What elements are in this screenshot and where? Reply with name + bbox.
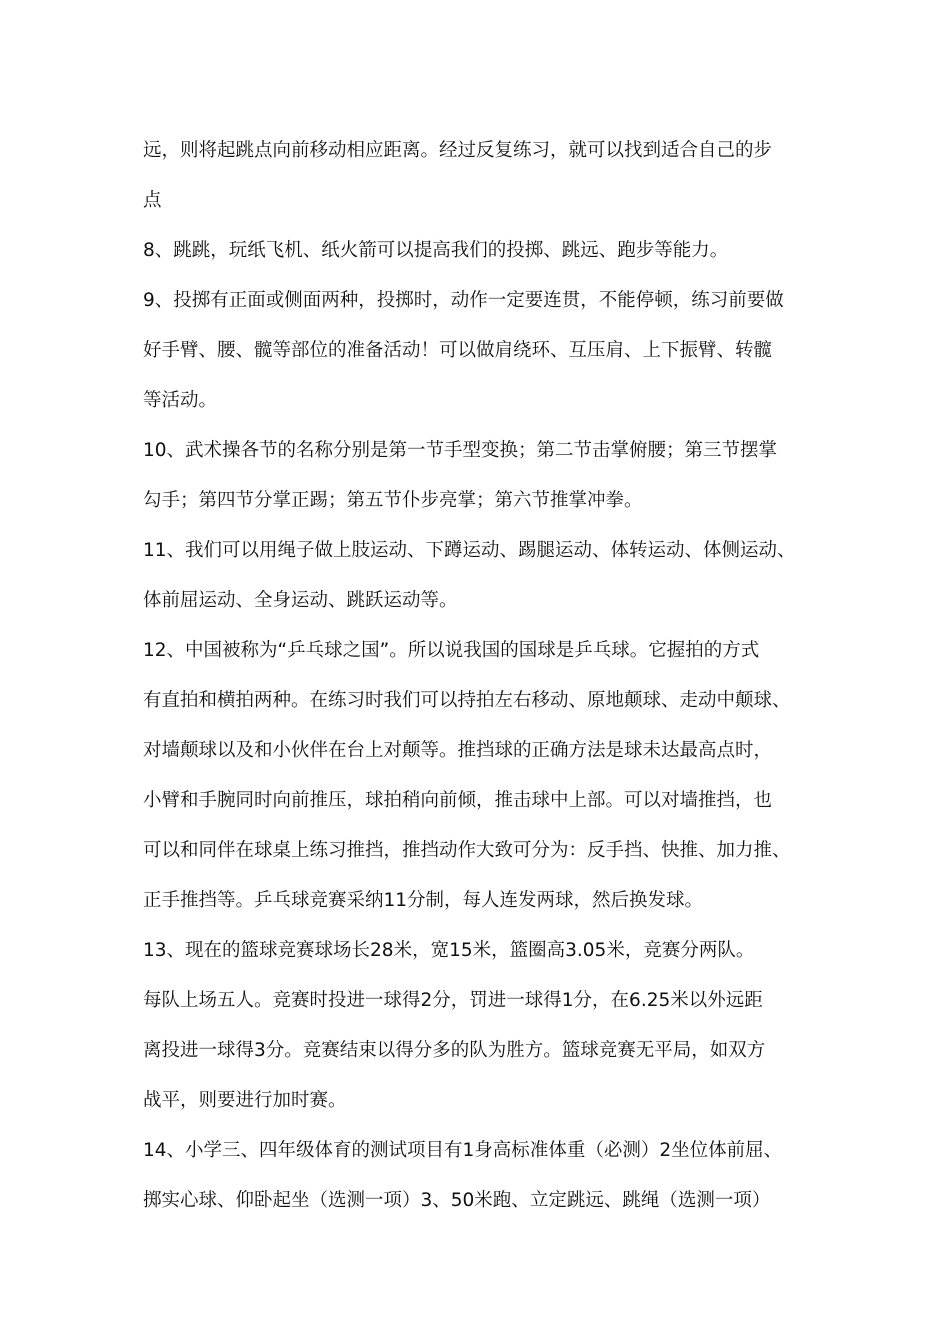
text-line: 远，则将起跳点向前移动相应距离。经过反复练习，就可以找到适合自己的步 [143,140,773,161]
text-line: 战平，则要进行加时赛。 [143,1090,347,1111]
text-line: 勾手；第四节分掌正踢；第五节仆步亮掌；第六节推掌冲拳。 [143,490,643,511]
text-line: 9、投掷有正面或侧面两种，投掷时，动作一定要连贯，不能停顿，练习前要做 [143,290,784,311]
text-line: 10、武术操各节的名称分别是第一节手型变换；第二节击掌俯腰；第三节摆掌 [143,440,778,461]
text-line: 好手臂、腰、髋等部位的准备活动！可以做肩绕环、互压肩、上下振臂、转髋 [143,340,773,361]
text-line: 11、我们可以用绳子做上肢运动、下蹲运动、踢腿运动、体转运动、体侧运动、 [143,540,796,561]
text-line: 掷实心球、仰卧起坐（选测一项）3、50米跑、立定跳远、跳绳（选测一项） [143,1190,771,1211]
text-line: 有直拍和横拍两种。在练习时我们可以持拍左右移动、原地颠球、走动中颠球、 [143,690,791,711]
document-body [143,126,815,1226]
text-line: 点 [143,190,162,211]
text-line: 13、现在的篮球竞赛球场长28米，宽15米，篮圈高3.05米，竞赛分两队。 [143,940,755,961]
text-line: 8、跳跳，玩纸飞机、纸火箭可以提高我们的投掷、跳远、跑步等能力。 [143,240,729,261]
text-line: 小臂和手腕同时向前推压，球拍稍向前倾，推击球中上部。可以对墙推挡，也 [143,790,773,811]
text-line: 体前屈运动、全身运动、跳跃运动等。 [143,590,458,611]
text-line: 每队上场五人。竞赛时投进一球得2分，罚进一球得1分，在6.25米以外远距 [143,990,763,1011]
text-line: 离投进一球得3分。竞赛结束以得分多的队为胜方。篮球竞赛无平局，如双方 [143,1040,766,1061]
text-line: 正手推挡等。乒乓球竞赛采纳11分制，每人连发两球，然后换发球。 [143,890,704,911]
text-line: 可以和同伴在球桌上练习推挡，推挡动作大致可分为：反手挡、快推、加力推、 [143,840,791,861]
text-line: 12、中国被称为“乒乓球之国”。所以说我国的国球是乒乓球。它握拍的方式 [143,640,760,661]
text-line: 对墙颠球以及和小伙伴在台上对颠等。推挡球的正确方法是球未达最高点时， [143,740,773,761]
text-line: 14、小学三、四年级体育的测试项目有1身高标准体重（必测）2坐位体前屈、 [143,1140,783,1161]
text-line: 等活动。 [143,390,218,411]
